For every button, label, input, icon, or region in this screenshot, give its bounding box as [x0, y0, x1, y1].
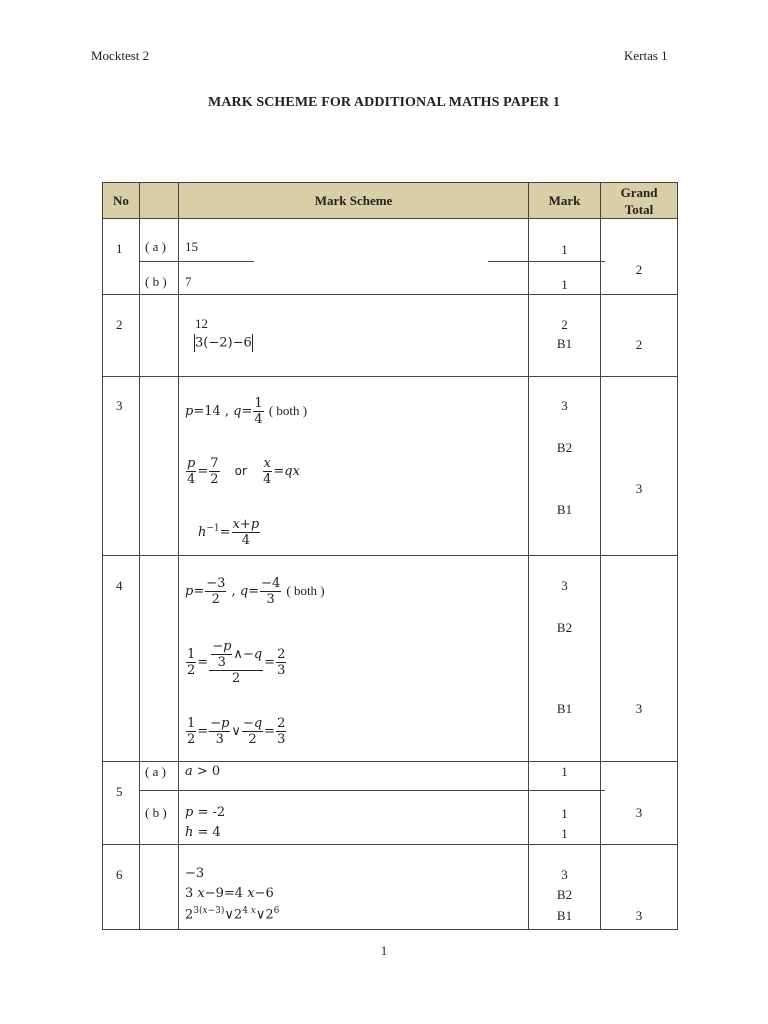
answer-expression: a > 0 [185, 764, 221, 779]
answer-expression: p = -2 [185, 805, 226, 820]
mark-value: 1 [561, 764, 568, 779]
grand-total-value: 3 [635, 908, 643, 923]
question-number: 6 [116, 867, 123, 882]
part-label-a: ( a ) [145, 239, 166, 254]
mark-value: 1 [561, 826, 568, 841]
header-left: Mocktest 2 [91, 48, 150, 63]
method-mark: B2 [556, 620, 573, 635]
method-mark: B2 [556, 440, 573, 455]
grand-total-value: 3 [635, 481, 643, 496]
mark-value: 3 [561, 578, 568, 593]
mark-value: 1 [561, 242, 568, 257]
final-answer-expression: p= $\frac{-3}{2}$ , q= $\frac{-4}{3}$ ( both ) [185, 576, 325, 607]
col-header-no: No [113, 193, 129, 208]
working-expression: $\frac{1}{2}$ = $\frac{-p}{3}$ ∨ $\frac{-q}{2}$ = $\frac{2}{3}$ [187, 716, 286, 747]
mark-value: 1 [561, 277, 568, 292]
part-label-b: ( b ) [145, 274, 167, 289]
answer-text: 15 [185, 239, 198, 254]
col-header-grand-total: Grand Total [620, 185, 658, 217]
question-number: 4 [116, 578, 123, 593]
grand-total-value: 2 [635, 337, 643, 352]
method-mark: B2 [556, 887, 573, 902]
answer-text: 12 [195, 316, 208, 331]
answer-expression: −3 [185, 866, 205, 881]
method-mark: B1 [556, 336, 573, 351]
working-expression: 3(−2)−6 [195, 335, 252, 351]
grand-total-value: 3 [635, 805, 643, 820]
answer-text: 7 [185, 274, 192, 289]
question-number: 1 [116, 241, 123, 256]
method-mark: B1 [556, 701, 573, 716]
working-expression: $\frac{p}{4}$ = $\frac{7}{2}$ or $\frac{x}{4}$ =qx [187, 456, 300, 487]
part-label-a: ( a ) [145, 764, 166, 779]
col-header-mark-scheme: Mark Scheme [314, 193, 393, 208]
mark-value: 2 [561, 317, 568, 332]
working-expression: $2^{3(x-3)}\vee 2^{4 x}\vee 2^6$ [185, 906, 280, 923]
mark-value: 1 [561, 806, 568, 821]
part-label-b: ( b ) [145, 805, 167, 820]
page-title: MARK SCHEME FOR ADDITIONAL MATHS PAPER 1 [208, 95, 560, 110]
grand-total-value: 3 [635, 701, 643, 716]
answer-expression: h = 4 [185, 825, 221, 840]
question-number: 5 [116, 784, 123, 799]
question-number: 3 [116, 398, 123, 413]
working-expression: $h^{-1}=$ $\frac{x+p}{4}$ [198, 517, 260, 548]
working-expression: 3 x−9=4 x−6 [185, 886, 274, 901]
grand-total-value: 2 [635, 262, 643, 277]
method-mark: B1 [556, 908, 573, 923]
final-answer-expression: p=14 , q= $\frac{1}{4}$ ( both ) [185, 396, 308, 427]
mark-value: 3 [561, 867, 568, 882]
col-header-mark: Mark [548, 193, 581, 208]
mark-value: 3 [561, 398, 568, 413]
header-right: Kertas 1 [624, 48, 668, 63]
method-mark: B1 [556, 502, 573, 517]
working-expression: $\frac{1}{2}$ = $\frac{-p}{3}$ ∧−q 2 = $\frac{2}{3}$ [187, 639, 286, 686]
page-number: 1 [380, 943, 388, 958]
question-number: 2 [116, 317, 123, 332]
